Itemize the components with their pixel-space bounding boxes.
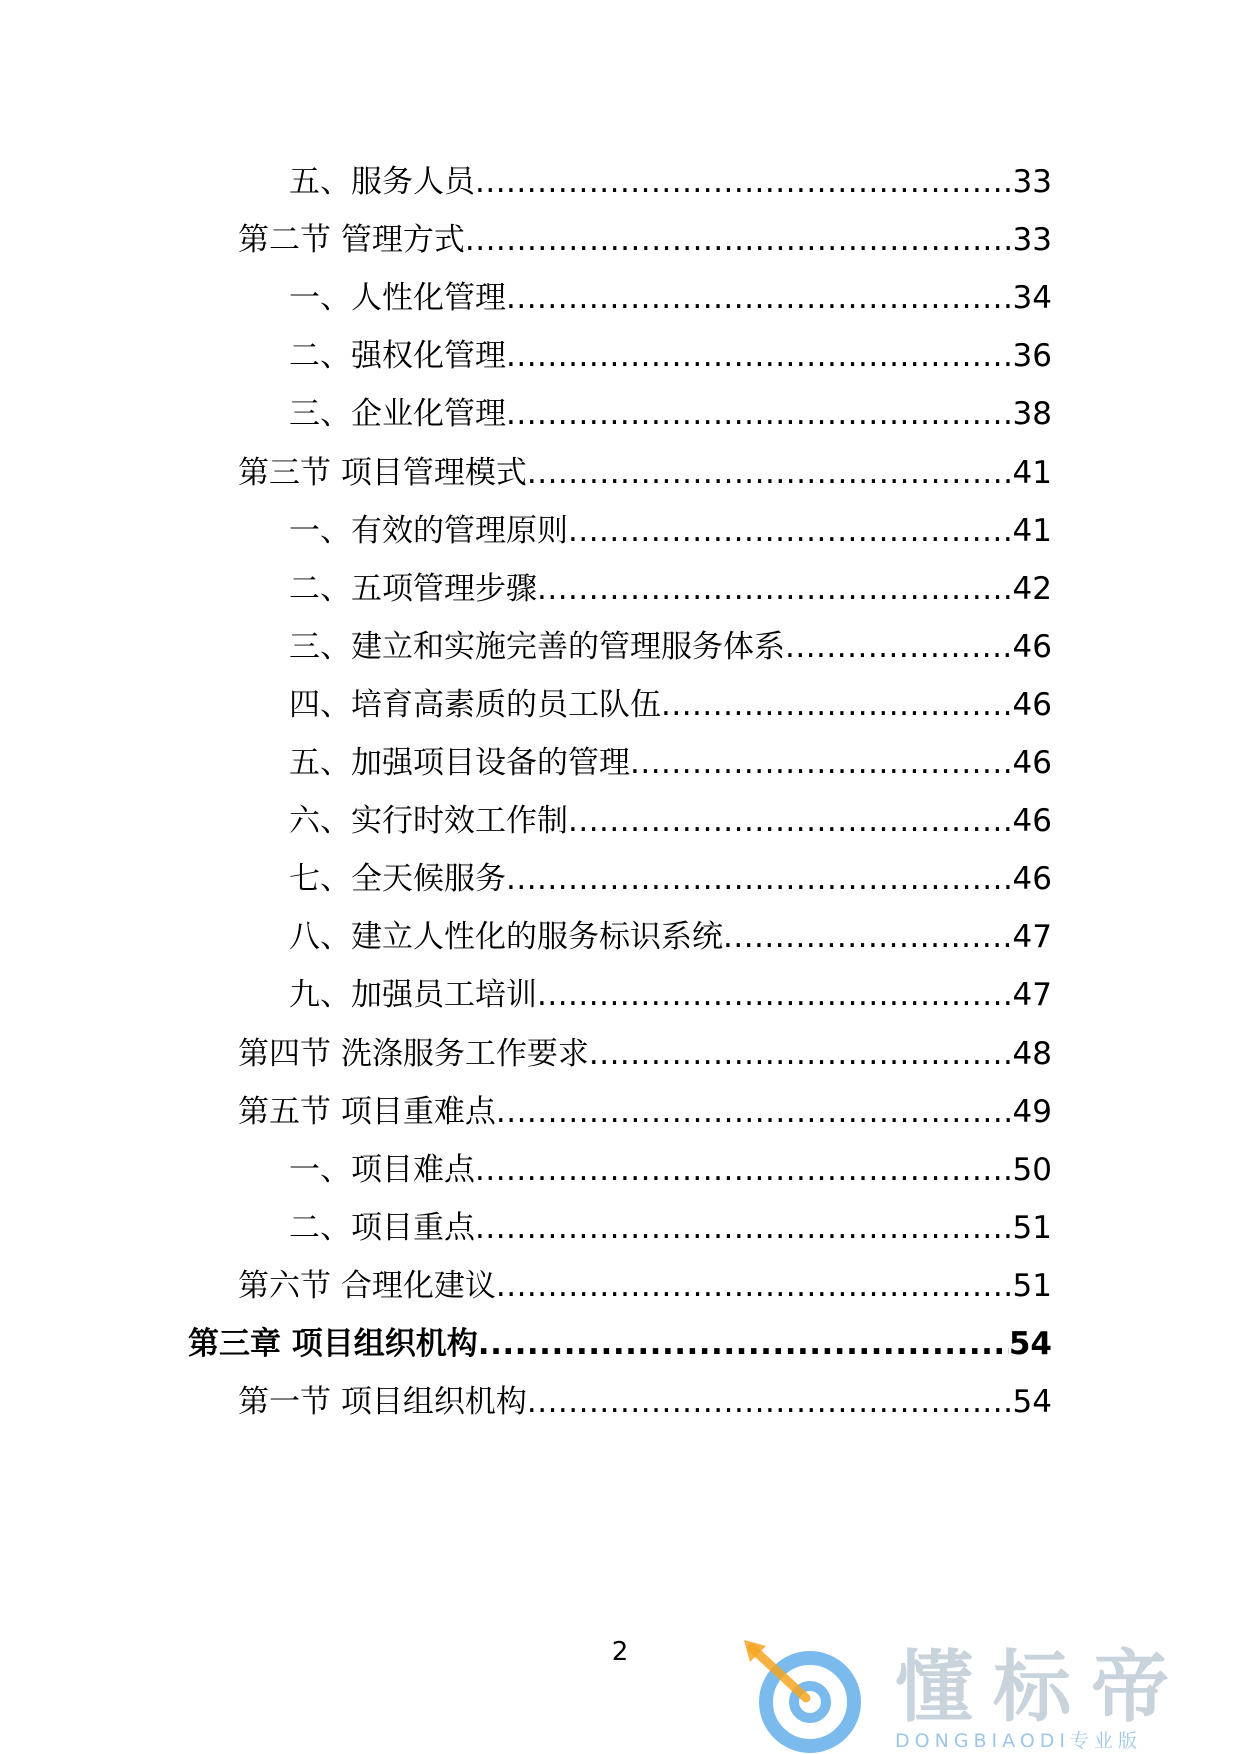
toc-entry-page: 38 <box>1012 396 1052 433</box>
toc-entry-page: 42 <box>1012 570 1052 607</box>
toc-leader-dots <box>478 1322 1009 1366</box>
toc-entry-label: 二、强权化管理 <box>289 338 506 375</box>
toc-entry[interactable] <box>289 973 1052 1017</box>
toc-entry-page: 51 <box>1012 1267 1052 1304</box>
toc-entry[interactable] <box>238 1090 1052 1134</box>
toc-leader-dots <box>506 857 1013 901</box>
toc-entry-label: 九、加强员工培训 <box>289 977 537 1014</box>
toc-entry-label: 一、有效的管理原则 <box>289 512 568 549</box>
toc-leader-dots <box>723 915 1013 959</box>
toc-leader-dots <box>537 973 1013 1017</box>
toc-leader-dots <box>475 1148 1013 1192</box>
toc-entry-label: 第四节 洗涤服务工作要求 <box>238 1035 589 1072</box>
toc-leader-dots <box>475 160 1013 204</box>
toc-entry-label: 第六节 合理化建议 <box>238 1267 496 1304</box>
toc-entry-page: 46 <box>1012 861 1052 898</box>
watermark-brand-name: 懂标帝 <box>895 1643 1190 1733</box>
toc-entry-page: 47 <box>1012 977 1052 1014</box>
toc-entry[interactable] <box>289 915 1052 959</box>
toc-entry-page: 46 <box>1012 686 1052 723</box>
toc-entry-page: 49 <box>1012 1093 1052 1130</box>
toc-entry-label: 七、全天候服务 <box>289 861 506 898</box>
toc-leader-dots <box>527 1380 1013 1424</box>
toc-entry-label: 五、加强项目设备的管理 <box>289 745 630 781</box>
target-arrow-icon <box>740 1640 870 1754</box>
toc-leader-dots <box>506 276 1013 320</box>
toc-entry-page: 48 <box>1012 1035 1052 1072</box>
toc-entry[interactable] <box>289 509 1052 553</box>
toc-entry-page: 33 <box>1012 222 1052 259</box>
toc-entry-label: 第三节 项目管理模式 <box>238 454 527 491</box>
toc-leader-dots <box>568 509 1013 553</box>
toc-entry-page: 47 <box>1012 919 1052 956</box>
toc-entry-page: 51 <box>1012 1209 1052 1246</box>
toc-leader-dots <box>630 741 1013 785</box>
toc-entry[interactable] <box>238 218 1052 262</box>
toc-entry[interactable] <box>289 625 1052 669</box>
toc-entry-label: 三、建立和实施完善的管理服务体系 <box>289 628 785 665</box>
toc-entry-page: 41 <box>1012 454 1052 491</box>
toc-entry[interactable] <box>289 683 1052 727</box>
toc-leader-dots <box>496 1090 1013 1134</box>
toc-entry[interactable] <box>238 1032 1052 1076</box>
toc-entry[interactable] <box>238 451 1052 495</box>
watermark <box>740 1630 1220 1754</box>
toc-leader-dots <box>506 334 1013 378</box>
toc-entry-label: 第二节 管理方式 <box>238 222 465 259</box>
toc-entry[interactable] <box>238 1380 1052 1424</box>
toc-entry-page: 50 <box>1012 1151 1052 1188</box>
toc-entry-label: 二、项目重点 <box>289 1209 475 1246</box>
toc-entry-page: 46 <box>1012 628 1052 665</box>
toc-entry-label: 三、企业化管理 <box>289 396 506 433</box>
toc-leader-dots <box>527 451 1013 495</box>
watermark-subtitle: DONGBIAODI专业版 <box>895 1730 1143 1752</box>
toc-entry[interactable] <box>188 1322 1052 1366</box>
toc-entry-page: 46 <box>1012 745 1052 781</box>
toc-entry-label: 二、五项管理步骤 <box>289 570 537 607</box>
toc-entry[interactable] <box>289 741 1052 785</box>
toc-entry-page: 33 <box>1012 164 1052 200</box>
toc-entry-label: 六、实行时效工作制 <box>289 803 568 840</box>
toc-leader-dots <box>475 1206 1013 1250</box>
toc-leader-dots <box>465 218 1013 262</box>
toc-entry-page: 41 <box>1012 512 1052 549</box>
toc-entry-page: 36 <box>1012 338 1052 375</box>
toc-leader-dots <box>496 1264 1013 1308</box>
toc-entry[interactable] <box>289 567 1052 611</box>
toc-entry-label: 一、人性化管理 <box>289 280 506 317</box>
toc-entry-label: 第一节 项目组织机构 <box>238 1384 527 1421</box>
toc-entry[interactable] <box>289 857 1052 901</box>
toc-entry[interactable] <box>238 1264 1052 1308</box>
toc-leader-dots <box>568 799 1013 843</box>
toc-leader-dots <box>661 683 1013 727</box>
toc-entry-label: 八、建立人性化的服务标识系统 <box>289 919 723 956</box>
toc-entry-label: 第五节 项目重难点 <box>238 1093 496 1130</box>
toc-entry-label: 第三章 项目组织机构 <box>188 1326 478 1362</box>
toc-entry-page: 54 <box>1008 1326 1052 1362</box>
toc-entry[interactable] <box>289 334 1052 378</box>
toc-entry[interactable] <box>289 392 1052 436</box>
toc-leader-dots <box>506 392 1013 436</box>
toc-entry[interactable] <box>289 1148 1052 1192</box>
toc-entry-page: 34 <box>1012 280 1052 317</box>
toc-leader-dots <box>785 625 1013 669</box>
toc-entry[interactable] <box>289 1206 1052 1250</box>
toc-entry-page: 46 <box>1012 803 1052 840</box>
toc-entry[interactable] <box>289 799 1052 843</box>
toc-entry[interactable] <box>289 160 1052 204</box>
toc-entry-label: 四、培育高素质的员工队伍 <box>289 686 661 723</box>
toc-leader-dots <box>537 567 1013 611</box>
toc-entry-label: 五、服务人员 <box>289 164 475 200</box>
toc-entry[interactable] <box>289 276 1052 320</box>
toc-entry-page: 54 <box>1012 1384 1052 1421</box>
toc-entry-label: 一、项目难点 <box>289 1151 475 1188</box>
page-number: 2 <box>611 1637 629 1667</box>
toc-leader-dots <box>589 1032 1013 1076</box>
